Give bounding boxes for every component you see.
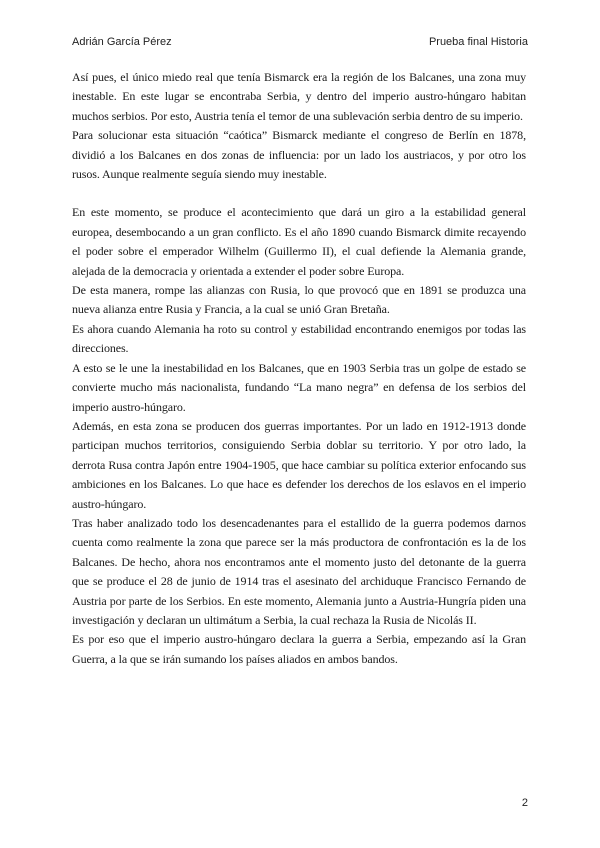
paragraph-3: En este momento, se produce el acontecimiento que dará un giro a la estabilidad general europea, desembocando a un gran conflicto. Es el año 1890 cuando Bismarck dimite recayendo el poder sobre el emperador Wilhelm (Guillermo II), el cual defiende la Alemania grande, alejada de la democracia y orientada a extender el poder sobre Europa.: [72, 205, 526, 278]
paragraph-1: Así pues, el único miedo real que tenía Bismarck era la región de los Balcanes, una zona muy inestable. En este lugar se encontraba Serbia, y dentro del imperio austro-húngaro habitan muchos serbios. Por esto, Austria tenía el temor de una sublevación serbia dentro de su imperio.: [72, 70, 526, 123]
paragraph-6: A esto se le une la inestabilidad en los Balcanes, que en 1903 Serbia tras un golpe de estado se convierte mucho más nacionalista, fundando “La mano negra” en defensa de los serbios del imperio austro-húngaro.: [72, 360, 526, 414]
paragraph-5: Es ahora cuando Alemania ha roto su control y estabilidad encontrando enemigos por todas las direcciones.: [72, 321, 526, 356]
paragraph-8: Tras haber analizado todo los desencadenantes para el estallido de la guerra podemos darnos cuenta como realmente la zona que parece ser la más productora de confrontación es la de los Balcanes. De hecho, ahora nos encontramos ante el momento justo del detonante de la guerra que se produce el 28 de junio de 1914 tras el asesinato del archiduque Francisco Fernando de Austria por parte de los Serbios. En este momento, Alemania junto a Austria-Hungría piden una investigación y declaran un ultimátum a Serbia, la cual rechaza la Rusia de Nicolás II.: [72, 515, 526, 627]
body-text: [72, 68, 526, 669]
paragraph-4: De esta manera, rompe las alianzas con Rusia, lo que provocó que en 1891 se produzca una nueva alianza entre Rusia y Francia, a la cual se unió Gran Bretaña.: [72, 283, 526, 317]
header-title: Prueba final Historia: [428, 36, 528, 48]
page-number: 2: [521, 797, 528, 809]
paragraph-9: Es por eso que el imperio austro-húngaro declara la guerra a Serbia, empezando así la Gran Guerra, a la que se irán sumando los países aliados en ambos bandos.: [72, 632, 526, 666]
page-header: [72, 36, 528, 48]
paragraph-7: Además, en esta zona se producen dos guerras importantes. Por un lado en 1912-1913 donde participan muchos territorios, consiguiendo Serbia doblar su territorio. Y por otro lado, la derrota Rusa contra Japón entre 1904-1905, que hace cambiar su política exterior enfocando sus ambiciones en los Balcanes. Lo que hace es defender los derechos de los eslavos en el imperio austro-húngaro.: [72, 418, 526, 511]
header-author: Adrián García Pérez: [72, 36, 172, 48]
paragraph-2: Para solucionar esta situación “caótica” Bismarck mediante el congreso de Berlín en 1878, dividió a los Balcanes en dos zonas de influencia: por un lado los austriacos, y por otro los rusos. Aunque realmente seguía siendo muy inestable.: [72, 128, 526, 182]
